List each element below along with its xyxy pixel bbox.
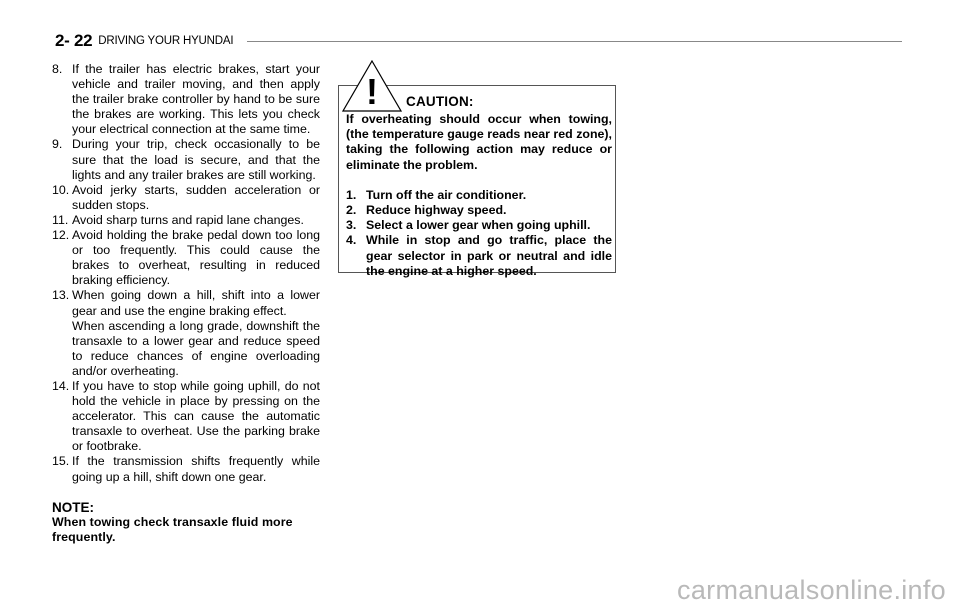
list-item-number: 11. [52,212,69,227]
list-item [52,379,320,454]
caution-steps [346,188,612,279]
list-item-paragraph: When going down a hill, shift into a lower gear and use the engine braking effect. [72,288,320,318]
caution-title: CAUTION: [406,94,474,109]
caution-step [346,188,612,203]
list-item-text [72,62,320,137]
list-item-text [72,183,320,213]
watermark: carmanualsonline.info [677,575,946,605]
list-item-paragraph: If the transmission shifts frequently while going up a hill, shift down one gear. [72,454,320,484]
list-item-number: 12. [52,228,70,243]
list-item-text [72,288,320,379]
list-item-paragraph: If the trailer has electric brakes, start your vehicle and trailer moving, and then apply the trailer brake controller by hand to be sure the brakes are working. This lets you check your electrical connection at the same time. [72,62,320,137]
caution-step-number: 2. [346,203,357,218]
list-item-paragraph: When ascending a long grade, downshift the transaxle to a lower gear and reduce speed to reduce chances of engine overloading and/or overheating. [72,318,320,378]
caution-step-number: 4. [346,233,357,248]
section-title: DRIVING YOUR HYUNDAI [98,35,234,47]
list-item-number: 9. [52,137,63,152]
list-item-number: 10. [52,182,70,197]
caution-step [346,233,612,279]
towing-instructions [52,62,320,545]
page-number: 2- 22 [55,31,93,50]
caution-step-text: While in stop and go traffic, place the gear selector in park or neutral and idle the engine at a higher speed. [366,233,612,278]
list-item-text [72,454,320,484]
caution-step [346,218,612,233]
list-item-text [72,228,320,288]
list-item-number: 14. [52,378,70,393]
caution-step-text: Select a lower gear when going uphill. [366,218,591,233]
caution-intro: If overheating should occur when towing, (the temperature gauge reads near red zone), taking the following action may reduce or eliminate the problem. [346,112,612,172]
list-item [52,288,320,379]
caution-step [346,203,612,218]
header-rule [247,41,902,42]
instruction-list [52,62,320,485]
caution-step-text: Reduce highway speed. [366,203,507,218]
list-item-text [72,213,320,228]
list-item-text [72,379,320,454]
note-title: NOTE: [52,499,94,515]
caution-step-text: Turn off the air conditioner. [366,187,527,202]
warning-symbol: ! [366,71,378,112]
list-item-paragraph: During your trip, check occasionally to be sure that the load is secure, and that the lights and any trailer brakes are still working. [72,137,320,182]
caution-step-number: 3. [346,218,357,233]
list-item [52,183,320,213]
list-item [52,213,320,228]
list-item-paragraph: Avoid jerky starts, sudden acceleration or sudden stops. [72,182,320,212]
list-item-number: 8. [52,62,63,76]
list-item-number: 13. [52,288,70,303]
page-header [55,30,902,52]
warning-triangle-icon [342,60,402,112]
caution-body [346,112,612,279]
list-item [52,137,320,182]
list-item-paragraph: Avoid sharp turns and rapid lane changes. [72,212,304,227]
list-item-paragraph: Avoid holding the brake pedal down too long or too frequently. This could cause the brakes to overheat, resulting in reduced braking efficiency. [72,228,320,288]
list-item [52,62,320,137]
list-item [52,454,320,484]
list-item-text [72,137,320,182]
note-text: When towing check transaxle fluid more frequently. [52,514,293,544]
list-item-paragraph: If you have to stop while going uphill, do not hold the vehicle in place by pressing on the accelerator. This can cause the automatic transaxle to overheat. Use the parking brake or footbrake. [72,378,320,454]
list-item-number: 15. [52,454,70,469]
caution-step-number: 1. [346,187,357,202]
list-item [52,228,320,288]
